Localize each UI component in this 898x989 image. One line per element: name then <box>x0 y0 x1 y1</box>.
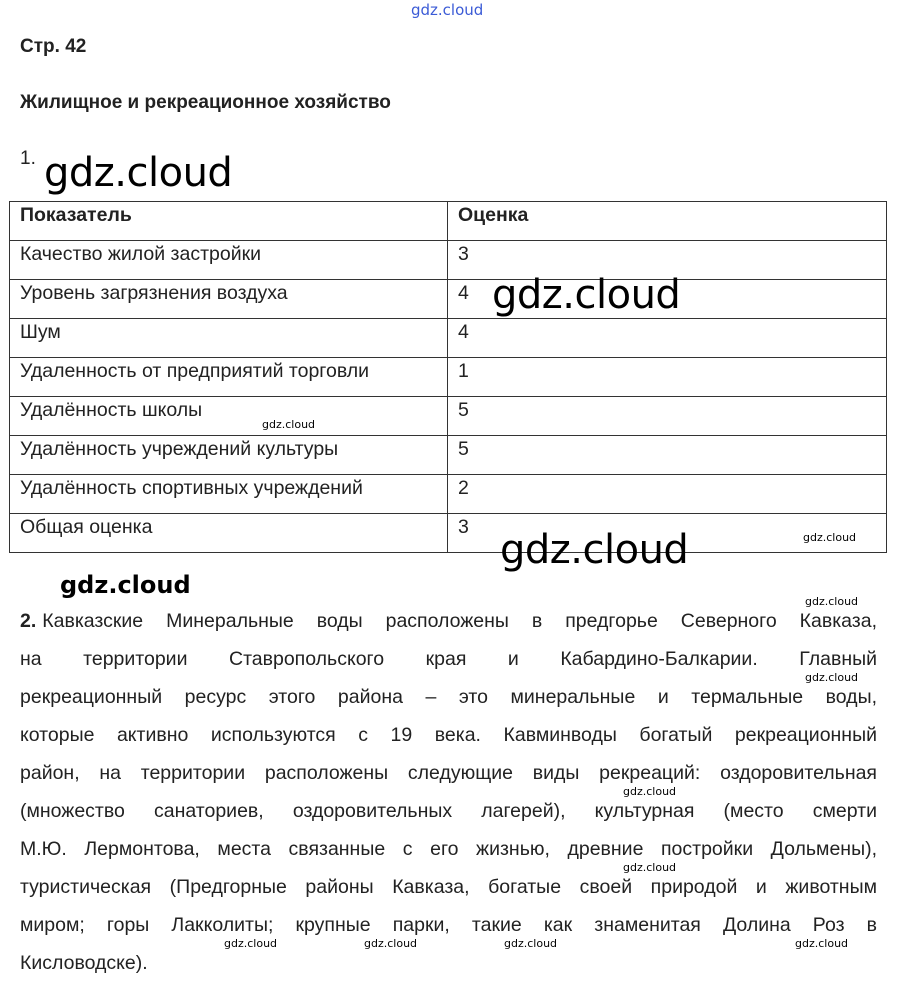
watermark: gdz.cloud <box>795 937 849 950</box>
paragraph-line <box>20 640 877 678</box>
paragraph-line <box>20 792 877 830</box>
watermark: gdz.cloud <box>44 150 233 196</box>
watermark: gdz.cloud <box>224 937 278 950</box>
watermark: gdz.cloud <box>805 595 859 608</box>
paragraph-line-text: (множество санаториев, оздоровительных лагерей), культурная (место смерти <box>20 800 877 822</box>
table-row <box>10 436 887 475</box>
watermark: gdz.cloud <box>623 785 677 798</box>
indicator-cell: Шум <box>10 319 448 358</box>
task-2-number: 2. <box>20 610 37 632</box>
assessment-table <box>9 201 887 553</box>
watermark: gdz.cloud <box>492 272 681 318</box>
watermark: gdz.cloud <box>805 671 859 684</box>
watermark: gdz.cloud <box>60 571 191 599</box>
table-row <box>10 241 887 280</box>
indicator-cell: Удаленность от предприятий торговли <box>10 358 448 397</box>
indicator-cell: Удалённость учреждений культуры <box>10 436 448 475</box>
task-1-number: 1. <box>20 148 36 169</box>
paragraph-line-text: туристическая (Предгорные районы Кавказа, богатые своей природой и животным <box>20 876 877 898</box>
paragraph-line <box>20 754 877 792</box>
score-cell: 3 <box>448 514 887 553</box>
paragraph-line <box>20 830 877 868</box>
paragraph-line-text: Кавказские Минеральные воды расположены в предгорье Северного Кавказа, <box>42 610 877 632</box>
paragraph-line-text: Кисловодске). <box>20 952 148 974</box>
paragraph-line-text: М.Ю. Лермонтова, места связанные с его жизнью, древние постройки Дольмены), <box>20 838 877 860</box>
watermark: gdz.cloud <box>262 418 316 431</box>
watermark: gdz.cloud <box>623 861 677 874</box>
watermark: gdz.cloud <box>500 527 689 573</box>
table-header-row <box>10 202 887 241</box>
score-cell: 5 <box>448 397 887 436</box>
task-2-paragraph <box>20 602 877 982</box>
indicator-cell: Удалённость школы <box>10 397 448 436</box>
page-label: Стр. 42 <box>20 36 87 57</box>
score-cell: 1 <box>448 358 887 397</box>
table-row <box>10 514 887 553</box>
paragraph-line <box>20 678 877 716</box>
watermark: gdz.cloud <box>803 531 857 544</box>
score-cell: 4 <box>448 280 887 319</box>
table-row <box>10 358 887 397</box>
header-score: Оценка <box>448 202 887 241</box>
watermark: gdz.cloud <box>364 937 418 950</box>
paragraph-line-text: рекреационный ресурс этого района – это минеральные и термальные воды, <box>20 686 877 708</box>
paragraph-line-text: которые активно используются с 19 века. Кавминводы богатый рекреационный <box>20 724 877 746</box>
paragraph-line-text: район, на территории расположены следующие виды рекреаций: оздоровительная <box>20 762 877 784</box>
indicator-cell: Общая оценка <box>10 514 448 553</box>
paragraph-line <box>20 868 877 906</box>
table-row <box>10 397 887 436</box>
paragraph-line <box>20 716 877 754</box>
section-title: Жилищное и рекреационное хозяйство <box>20 92 391 113</box>
paragraph-line <box>20 602 877 640</box>
indicator-cell: Удалённость спортивных учреждений <box>10 475 448 514</box>
paragraph-line <box>20 906 877 944</box>
paragraph-line-text: на территории Ставропольского края и Кабардино-Балкарии. Главный <box>20 648 877 670</box>
score-cell: 2 <box>448 475 887 514</box>
table-row <box>10 475 887 514</box>
table-row <box>10 280 887 319</box>
table-row <box>10 319 887 358</box>
watermark: gdz.cloud <box>411 1 484 19</box>
indicator-cell: Уровень загрязнения воздуха <box>10 280 448 319</box>
paragraph-line-text: миром; горы Лакколиты; крупные парки, такие как знаменитая Долина Роз в <box>20 914 877 936</box>
watermark: gdz.cloud <box>504 937 558 950</box>
score-cell: 4 <box>448 319 887 358</box>
score-cell: 5 <box>448 436 887 475</box>
header-indicator: Показатель <box>10 202 448 241</box>
score-cell: 3 <box>448 241 887 280</box>
paragraph-line <box>20 944 877 982</box>
indicator-cell: Качество жилой застройки <box>10 241 448 280</box>
